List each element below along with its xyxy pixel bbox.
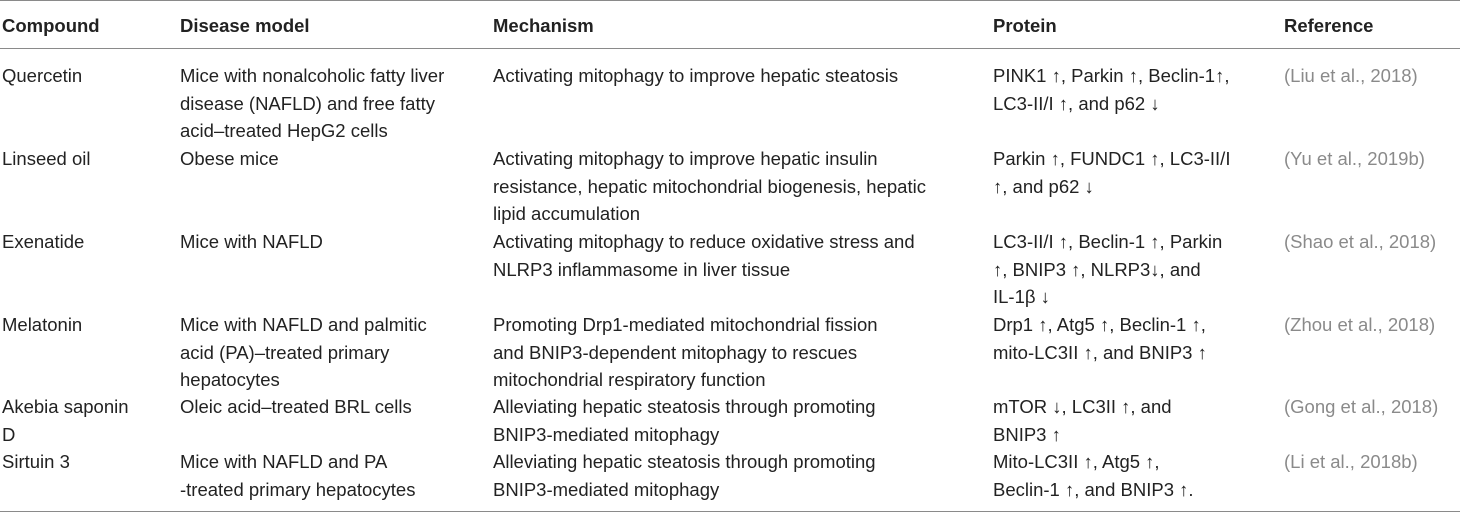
- cell-protein: mTOR ↓, LC3II ↑, and BNIP3 ↑: [993, 396, 1172, 445]
- cell-reference-link[interactable]: (Shao et al., 2018): [1284, 231, 1437, 252]
- cell-compound: Linseed oil: [2, 148, 91, 169]
- cell-protein: Parkin ↑, FUNDC1 ↑, LC3-II/I ↑, and p62 ↓: [993, 148, 1231, 197]
- cell-disease-model: Mice with NAFLD and PA -treated primary hepatocytes: [180, 451, 416, 500]
- cell-disease-model: Mice with NAFLD: [180, 231, 323, 252]
- cell-compound: Akebia saponin D: [2, 396, 129, 445]
- cell-mechanism: Alleviating hepatic steatosis through promoting BNIP3-mediated mitophagy: [493, 451, 876, 500]
- cell-protein: Mito-LC3II ↑, Atg5 ↑, Beclin-1 ↑, and BNIP3 ↑.: [993, 451, 1194, 500]
- cell-disease-model: Obese mice: [180, 148, 279, 169]
- cell-compound: Melatonin: [2, 314, 83, 335]
- cell-reference-link[interactable]: (Gong et al., 2018): [1284, 396, 1439, 417]
- cell-reference-link[interactable]: (Zhou et al., 2018): [1284, 314, 1436, 335]
- cell-protein: PINK1 ↑, Parkin ↑, Beclin-1↑, LC3-II/I ↑, and p62 ↓: [993, 65, 1230, 114]
- header-mechanism: Mechanism: [493, 15, 594, 36]
- table-bottom-rule: [0, 511, 1460, 512]
- cell-reference-link[interactable]: (Liu et al., 2018): [1284, 65, 1418, 86]
- cell-mechanism: Promoting Drp1-mediated mitochondrial fission and BNIP3-dependent mitophagy to rescues mitochondrial respiratory function: [493, 314, 878, 390]
- cell-mechanism: Activating mitophagy to improve hepatic insulin resistance, hepatic mitochondrial biogenesis, hepatic lipid accumulation: [493, 148, 926, 224]
- cell-reference-link[interactable]: (Li et al., 2018b): [1284, 451, 1418, 472]
- cell-compound: Quercetin: [2, 65, 83, 86]
- table-header-row: [0, 0, 1460, 49]
- cell-compound: Sirtuin 3: [2, 451, 70, 472]
- header-disease-model: Disease model: [180, 15, 310, 36]
- cell-compound: Exenatide: [2, 231, 85, 252]
- header-protein: Protein: [993, 15, 1057, 36]
- cell-mechanism: Activating mitophagy to improve hepatic steatosis: [493, 65, 899, 86]
- header-compound: Compound: [2, 15, 100, 36]
- cell-disease-model: Mice with nonalcoholic fatty liver disease (NAFLD) and free fatty acid–treated HepG2 cells: [180, 65, 445, 141]
- cell-disease-model: Oleic acid–treated BRL cells: [180, 396, 412, 417]
- cell-protein: Drp1 ↑, Atg5 ↑, Beclin-1 ↑, mito-LC3II ↑, and BNIP3 ↑: [993, 314, 1207, 363]
- header-reference: Reference: [1284, 15, 1374, 36]
- cell-mechanism: Activating mitophagy to reduce oxidative stress and NLRP3 inflammasome in liver tissue: [493, 231, 915, 280]
- cell-disease-model: Mice with NAFLD and palmitic acid (PA)–treated primary hepatocytes: [180, 314, 427, 390]
- cell-protein: LC3-II/I ↑, Beclin-1 ↑, Parkin ↑, BNIP3 ↑, NLRP3↓, and IL-1β ↓: [993, 231, 1223, 307]
- cell-mechanism: Alleviating hepatic steatosis through promoting BNIP3-mediated mitophagy: [493, 396, 876, 445]
- cell-reference-link[interactable]: (Yu et al., 2019b): [1284, 148, 1425, 169]
